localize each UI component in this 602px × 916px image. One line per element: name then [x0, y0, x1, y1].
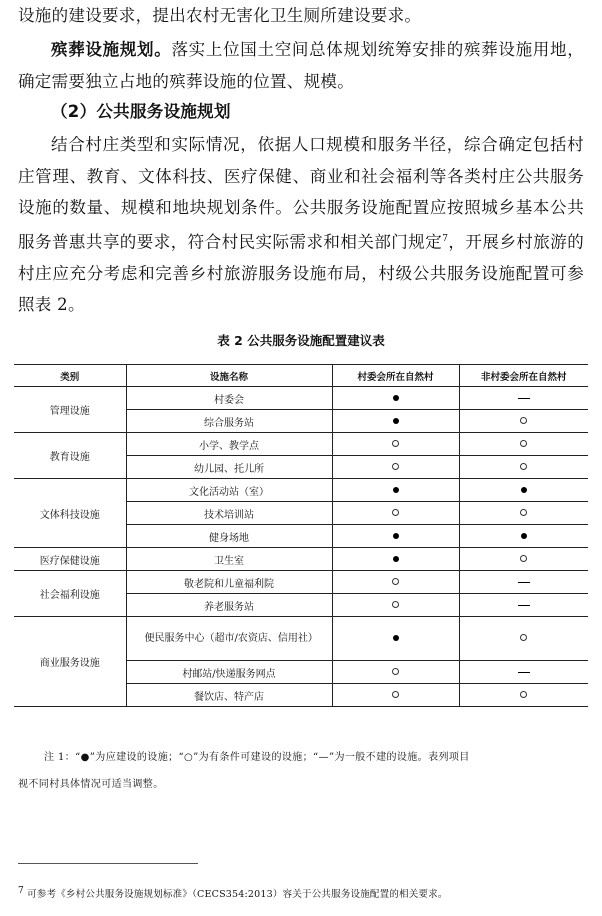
table-row	[14, 548, 588, 571]
hollow-circle-icon	[392, 601, 399, 608]
funeral-body: 落实上位国土空间总体规划统筹安排的殡葬设施用地，确定需要独立占地的殡葬设施的位置、规模。	[18, 40, 584, 91]
facility-name-cell: 便民服务中心（超市/农资店、信用社）	[126, 617, 332, 661]
non-committee-village-mark	[459, 571, 588, 594]
hollow-circle-icon	[520, 440, 527, 447]
filled-dot-icon	[393, 635, 399, 641]
paragraph-funeral	[18, 34, 584, 97]
facility-name-cell: 综合服务站	[126, 410, 332, 433]
hollow-circle-icon	[392, 691, 399, 698]
committee-village-mark	[332, 571, 459, 594]
dash-icon	[518, 605, 530, 606]
table-row	[14, 617, 588, 661]
table-row	[14, 479, 588, 502]
committee-village-mark	[332, 433, 459, 456]
non-committee-village-mark	[459, 387, 588, 410]
committee-village-mark	[332, 410, 459, 433]
committee-village-mark	[332, 661, 459, 684]
non-committee-village-mark	[459, 433, 588, 456]
committee-village-mark	[332, 456, 459, 479]
facility-name-cell: 健身场地	[126, 525, 332, 548]
filled-dot-icon	[393, 418, 399, 424]
filled-dot-icon	[393, 556, 399, 562]
public-body-part2: ，开展乡村旅游的村庄应充分考虑和完善乡村旅游服务设施布局，村级公共服务设施配置可参照表 2。	[18, 232, 584, 314]
table-header-row	[14, 365, 588, 387]
filled-dot-icon	[521, 487, 527, 493]
paragraph-public-services	[18, 129, 584, 321]
category-cell: 社会福利设施	[14, 571, 126, 617]
footnote	[18, 884, 448, 902]
non-committee-village-mark	[459, 661, 588, 684]
non-committee-village-mark	[459, 525, 588, 548]
footnote-divider	[18, 863, 198, 864]
non-committee-village-mark	[459, 617, 588, 661]
facility-name-cell: 村委会	[126, 387, 332, 410]
public-body-part1: 结合村庄类型和实际情况，依据人口规模和服务半径，综合确定包括村庄管理、教育、文体科技、医疗保健、商业和社会福利等各类村庄公共服务设施的数量、规模和地块规划条件。公共服务设施配置应按照城乡基本公共服务普惠共享的要求，符合村民实际需求和相关部门规定	[18, 135, 584, 251]
filled-dot-icon	[393, 487, 399, 493]
hollow-circle-icon	[392, 463, 399, 470]
hollow-circle-icon	[392, 440, 399, 447]
facility-name-cell: 小学、教学点	[126, 433, 332, 456]
table-row	[14, 387, 588, 410]
facility-name-cell: 技术培训站	[126, 502, 332, 525]
dash-icon	[518, 398, 530, 399]
table-note-line-1: 注 1：“●”为应建设的设施；“○”为有条件可建设的设施；“—”为一般不建的设施。表列项目	[44, 752, 470, 763]
paragraph-top: 设施的建设要求，提出农村无害化卫生厕所建设要求。	[18, 6, 422, 25]
footnote-text: 可参考《乡村公共服务设施规划标准》（CECS354:2013）容关于公共服务设施配置的相关要求。	[27, 889, 448, 901]
committee-village-mark	[332, 684, 459, 707]
filled-dot-icon	[393, 533, 399, 539]
hollow-circle-icon	[392, 578, 399, 585]
funeral-title: 殡葬设施规划。	[51, 40, 172, 59]
facility-name-cell: 幼儿园、托儿所	[126, 456, 332, 479]
non-committee-village-mark	[459, 410, 588, 433]
hollow-circle-icon	[520, 555, 527, 562]
section-heading: （2）公共服务设施规划	[51, 102, 231, 121]
hollow-circle-icon	[392, 509, 399, 516]
committee-village-mark	[332, 525, 459, 548]
category-cell: 文体科技设施	[14, 479, 126, 548]
committee-village-mark	[332, 479, 459, 502]
footnote-mark: 7	[18, 886, 24, 896]
dash-icon	[518, 582, 530, 583]
dash-icon	[518, 672, 530, 673]
footnote-ref[interactable]: 7	[442, 233, 449, 244]
filled-dot-icon	[393, 395, 399, 401]
facility-name-cell: 村邮站/快递服务网点	[126, 661, 332, 684]
category-cell: 教育设施	[14, 433, 126, 479]
committee-village-mark	[332, 502, 459, 525]
non-committee-village-mark	[459, 548, 588, 571]
table-row	[14, 571, 588, 594]
hollow-circle-icon	[520, 634, 527, 641]
committee-village-mark	[332, 617, 459, 661]
non-committee-village-mark	[459, 684, 588, 707]
hollow-circle-icon	[520, 509, 527, 516]
committee-village-mark	[332, 548, 459, 571]
facility-name-cell: 养老服务站	[126, 594, 332, 617]
table-caption: 表 2 公共服务设施配置建议表	[217, 333, 385, 348]
facility-name-cell: 卫生室	[126, 548, 332, 571]
non-committee-village-mark	[459, 456, 588, 479]
non-committee-village-mark	[459, 594, 588, 617]
committee-village-mark	[332, 594, 459, 617]
facility-table	[14, 364, 588, 707]
category-cell: 管理设施	[14, 387, 126, 433]
hollow-circle-icon	[520, 691, 527, 698]
header-committee-village: 村委会所在自然村	[332, 365, 459, 387]
non-committee-village-mark	[459, 502, 588, 525]
facility-name-cell: 餐饮店、特产店	[126, 684, 332, 707]
header-facility-name: 设施名称	[126, 365, 332, 387]
hollow-circle-icon	[392, 668, 399, 675]
hollow-circle-icon	[520, 417, 527, 424]
committee-village-mark	[332, 387, 459, 410]
header-category: 类别	[14, 365, 126, 387]
table-note-line-2: 视不同村具体情况可适当调整。	[18, 779, 164, 790]
category-cell: 商业服务设施	[14, 617, 126, 707]
facility-name-cell: 敬老院和儿童福利院	[126, 571, 332, 594]
facility-name-cell: 文化活动站（室）	[126, 479, 332, 502]
filled-dot-icon	[521, 533, 527, 539]
non-committee-village-mark	[459, 479, 588, 502]
category-cell: 医疗保健设施	[14, 548, 126, 571]
hollow-circle-icon	[520, 463, 527, 470]
header-non-committee-village: 非村委会所在自然村	[459, 365, 588, 387]
table-row	[14, 433, 588, 456]
